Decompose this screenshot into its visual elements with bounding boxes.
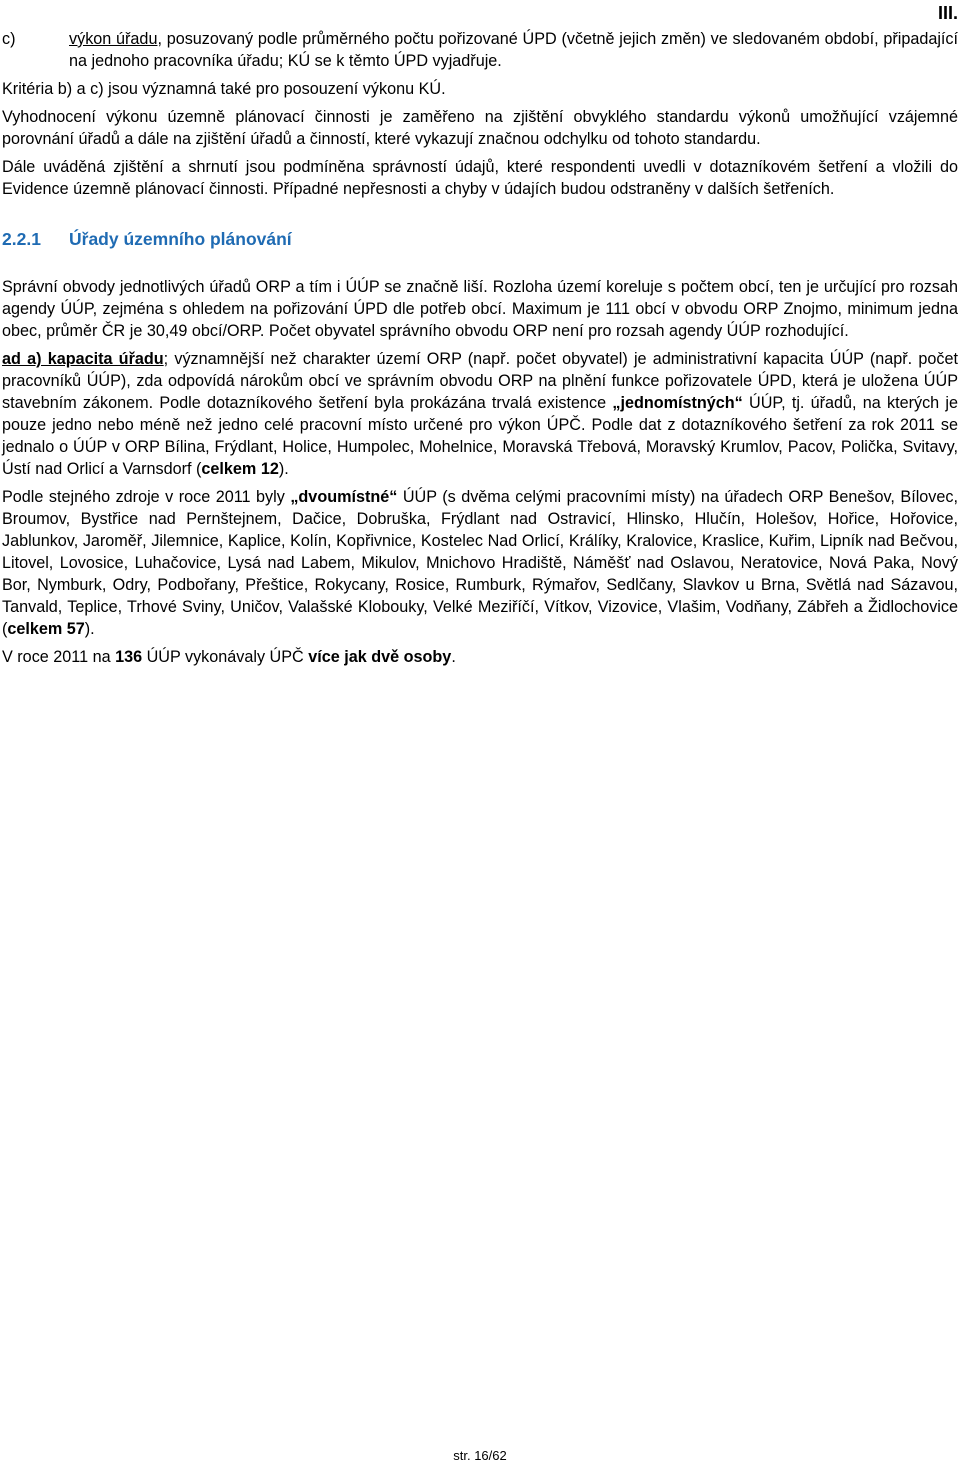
section-number: 2.2.1 (2, 229, 41, 249)
paragraph-evaluation: Vyhodnocení výkonu územně plánovací činnosti je zaměřeno na zjištění obvyklého standardu výkonů umožňující vzájemné porovnání úřadů a dále na zjištění úřadů a činností, které vykazují značnou odchylku od tohoto standardu. (2, 108, 958, 148)
criterion-c-item (2, 28, 958, 72)
total-two-seat: celkem 57 (7, 620, 85, 638)
capacity-label: ad a) kapacita úřadu (2, 350, 164, 368)
paragraph-districts: Správní obvody jednotlivých úřadů ORP a tím i ÚÚP se značně liší. Rozloha území koreluje s počtem obcí, ten je určující pro rozsah agendy ÚÚP, zejména s ohledem na pořizování ÚPD dle potřeb obcí. Maximum je 111 obcí v obvodu ORP Znojmo, minimum jedna obec, průměr ČR je 30,49 obcí/ORP. Počet obyvatel správního obvodu ORP není pro rozsah agendy ÚÚP rozhodující. (2, 278, 958, 340)
section-title: Úřady územního plánování (69, 229, 292, 249)
section-heading (2, 228, 958, 250)
paragraph-findings: Dále uváděná zjištění a shrnutí jsou podmíněna správností údajů, které respondenti uvedli v dotazníkovém šetření a vložili do Evidence územně plánovací činnosti. Případné nepřesnosti a chyby v údajích budou odstraněny v dalších šetřeních. (2, 158, 958, 198)
more-than-two-term: více jak dvě osoby (308, 648, 452, 666)
list-marker: c) (2, 30, 16, 48)
paragraph-capacity: ad a) kapacita úřadu; významnější než charakter území ORP (např. počet obyvatel) je administrativní kapacita ÚÚP (např. počet pracovníků ÚÚP), zda odpovídá nárokům obcí ve správním obvodu ORP na plnění funkce pořizovatele ÚPD, která je uložena ÚÚP stavebním zákonem. Podle dotazníkového šetření byla prokázána trvalá existence „jednomístných“ ÚÚP, tj. úřadů, na kterých je pouze jedno nebo méně než jedno celé pracovní místo určené pro výkon ÚPČ. Podle dat z dotazníkového šetření za rok 2011 se jednalo o ÚÚP v ORP Bílina, Frýdlant, Holice, Humpolec, Mohelnice, Moravská Třebová, Moravský Krumlov, Pacov, Polička, Svitavy, Ústí nad Orlicí a Varnsdorf (celkem 12). (2, 350, 959, 478)
paragraph-two-seat: Podle stejného zdroje v roce 2011 byly „dvoumístné“ ÚÚP (s dvěma celými pracovními místy) na úřadech ORP Benešov, Bílovec, Broumov, Bystřice nad Pernštejnem, Dačice, Dobruška, Frýdlant nad Ostravicí, Hlinsko, Hlučín, Holešov, Hořice, Hořovice, Jablunkov, Jaroměř, Jilemnice, Kaplice, Kolín, Kopřivnice, Kostelec Nad Orlicí, Králíky, Kralovice, Kraslice, Kuřim, Lipník nad Bečvou, Litovel, Lovosice, Luhačovice, Lysá nad Labem, Mikulov, Mnichovo Hradiště, Náměšť nad Oslavou, Neratovice, Nová Paka, Nový Bor, Nymburk, Odry, Podbořany, Přeštice, Rokycany, Rosice, Rumburk, Rýmařov, Sedlčany, Slavkov u Brna, Světlá nad Sázavou, Tanvald, Teplice, Trhové Sviny, Uničov, Valašské Klobouky, Velké Meziříčí, Vítkov, Vizovice, Vlašim, Vodňany, Zábřeh a Židlochovice (celkem 57). (2, 488, 958, 638)
count-more-than-two: 136 (115, 648, 143, 666)
section-marker: III. (937, 3, 958, 23)
document-body (2, 28, 958, 668)
criterion-c-text: výkon úřadu, posuzovaný podle průměrného počtu pořizované ÚPD (včetně jejich změn) ve sledovaném období, připadající na jednoho pracovníka úřadu; KÚ se k těmto ÚPD vyjadřuje. (69, 30, 959, 70)
paragraph-more-than-two: V roce 2011 na 136 ÚÚP vykonávaly ÚPČ více jak dvě osoby. (2, 648, 456, 666)
page-number: str. 16/62 (453, 1448, 507, 1463)
total-single-seat: celkem 12 (201, 460, 279, 478)
single-seat-term: „jednomístných“ (612, 394, 743, 412)
criterion-c-underlined-term: výkon úřadu (69, 30, 158, 48)
paragraph-criteria: Kritéria b) a c) jsou významná také pro posouzení výkonu KÚ. (2, 80, 446, 98)
two-seat-term: „dvoumístné“ (290, 488, 398, 506)
